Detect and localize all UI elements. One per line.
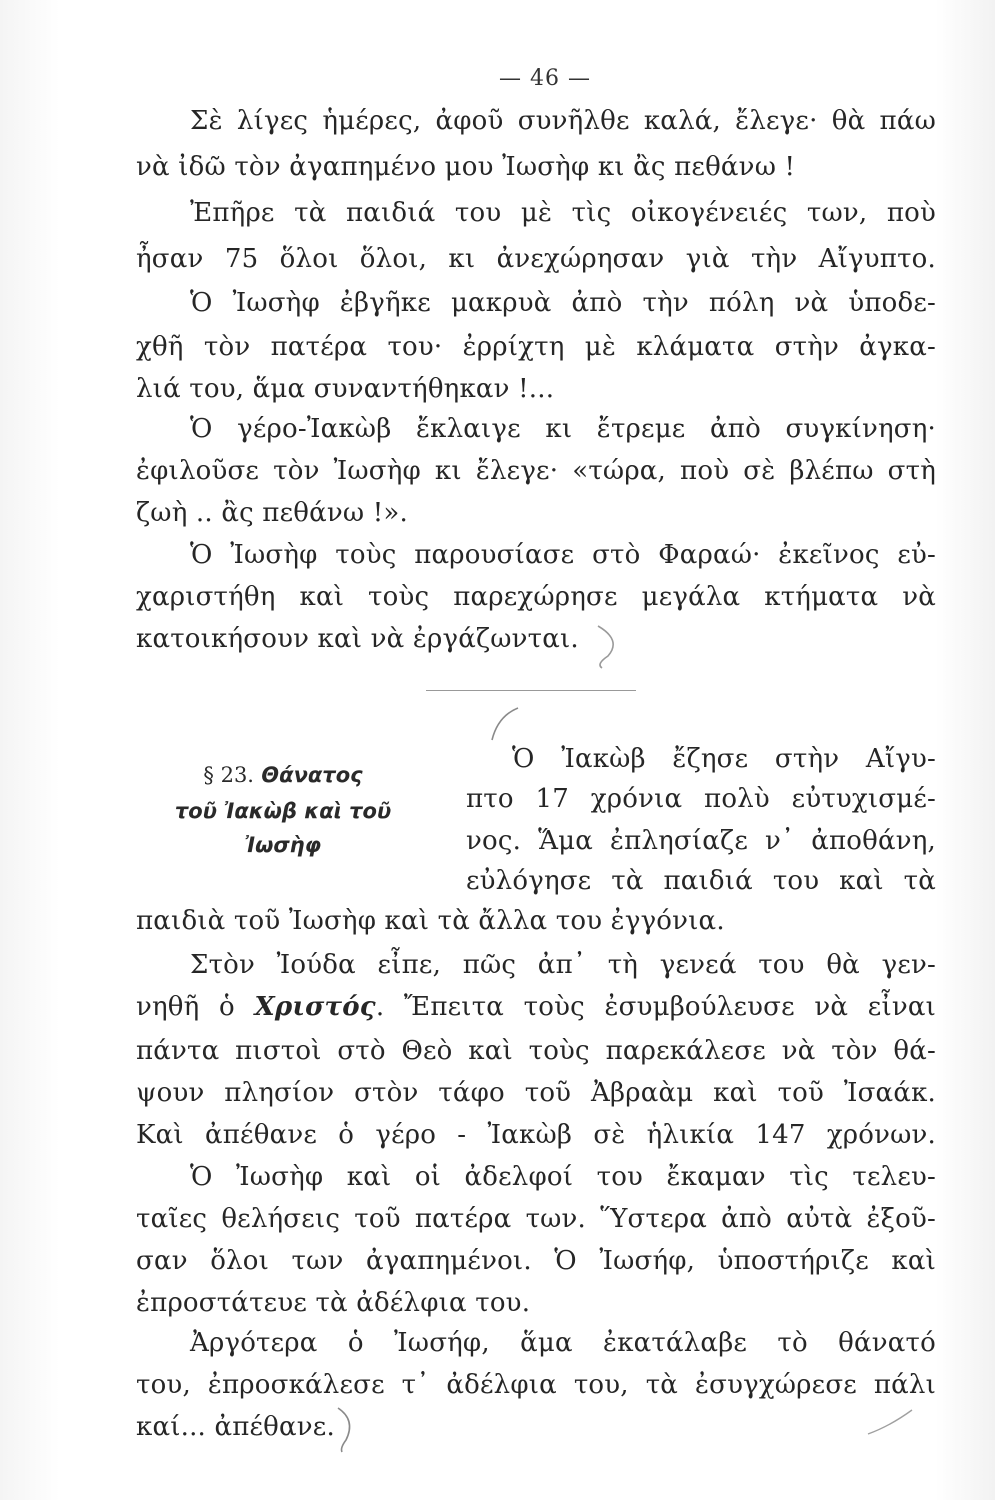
text-line: σαν ὅλοι των ἀγαπημένοι. Ὁ Ἰωσήφ, ὑποστήριζε καὶ	[136, 1246, 936, 1276]
text-line: εὐλόγησε τὰ παιδιά του καὶ τὰ	[466, 866, 936, 896]
text-line: Σὲ λίγες ἡμέρες, ἀφοῦ συνῆλθε καλά, ἔλεγε· θὰ πάω	[190, 106, 936, 136]
text-line: νος. Ἅμα ἐπλησίαζε ν᾽ ἀποθάνη,	[466, 826, 936, 856]
section-number: § 23.	[203, 763, 254, 787]
text-line: λιά του, ἅμα συναντήθηκαν !...	[136, 374, 555, 404]
text-line: ἦσαν 75 ὅλοι ὅλοι, κι ἀνεχώρησαν γιὰ τὴν Αἴγυπτο.	[136, 244, 936, 274]
section-divider	[426, 690, 636, 691]
christ-line-after: . Ἔπειτα τοὺς ἐσυμβούλευσε νὰ εἶναι	[375, 992, 936, 1022]
christ-name: Χριστός	[254, 992, 376, 1022]
text-line: ψουν πλησίον στὸν τάφο τοῦ Ἀβραὰμ καὶ τοῦ Ἰσαάκ.	[136, 1078, 936, 1108]
text-line: ἐπροστάτευε τὰ ἀδέλφια του.	[136, 1288, 531, 1318]
text-line: νὰ ἰδῶ τὸν ἀγαπημένο μου Ἰωσὴφ κι ἂς πεθάνω !	[136, 152, 796, 182]
section-title-line-3: Ἰωσὴφ	[244, 833, 322, 857]
text-line-christ	[136, 990, 936, 1024]
text-line: Ὁ Ἰωσὴφ καὶ οἱ ἀδελφοί του ἔκαμαν τὶς τελευ-	[190, 1162, 936, 1192]
text-line: Καὶ ἀπέθανε ὁ γέρο - Ἰακὼβ σὲ ἡλικία 147 χρόνων.	[136, 1120, 936, 1150]
text-line: κατοικήσουν καὶ νὰ ἐργάζωνται.	[136, 624, 579, 654]
text-line: Ὁ γέρο-Ἰακὼβ ἔκλαιγε κι ἔτρεμε ἀπὸ συγκίνηση·	[190, 414, 936, 444]
text-line: πάντα πιστοὶ στὸ Θεὸ καὶ τοὺς παρεκάλεσε νὰ τὸν θά-	[136, 1036, 936, 1066]
text-line: Ἐπῆρε τὰ παιδιά του μὲ τὶς οἰκογένειές των, ποὺ	[190, 198, 936, 228]
text-line: χαριστήθη καὶ τοὺς παρεχώρησε μεγάλα κτήματα νὰ	[136, 582, 936, 612]
text-line: χθῆ τὸν πατέρα του· ἐρρίχτη μὲ κλάματα στὴν ἀγκα-	[136, 332, 936, 362]
text-line: ἐφιλοῦσε τὸν Ἰωσὴφ κι ἔλεγε· «τώρα, ποὺ σὲ βλέπω στὴ	[136, 456, 936, 486]
text-line: καί... ἀπέθανε.	[136, 1412, 335, 1442]
text-line: Ἀργότερα ὁ Ἰωσήφ, ἅμα ἐκατάλαβε τὸ θάνατό	[190, 1328, 936, 1358]
text-line: Στὸν Ἰούδα εἶπε, πῶς ἀπ᾽ τὴ γενεά του θὰ γεν-	[190, 950, 936, 980]
text-line: ζωὴ .. ἂς πεθάνω !».	[136, 498, 408, 528]
text-line: Ὁ Ἰωσὴφ ἐβγῆκε μακρυὰ ἀπὸ τὴν πόλη νὰ ὑποδε-	[190, 288, 936, 318]
section-title-line-1: Θάνατος	[261, 763, 363, 787]
text-line: Ὁ Ἰακὼβ ἔζησε στὴν Αἴγυ-	[512, 744, 936, 774]
section-title-line-2: τοῦ Ἰακὼβ καὶ τοῦ	[174, 799, 392, 823]
page-number: — 46 —	[499, 66, 591, 91]
text-line: του, ἐπροσκάλεσε τ᾽ ἀδέλφια του, τὰ ἐσυγχώρεσε πάλι	[136, 1370, 936, 1400]
section-heading	[133, 760, 433, 790]
text-line: ταῖες θελήσεις τοῦ πατέρα των. Ὕστερα ἀπὸ αὐτὰ ἐξοῦ-	[136, 1204, 936, 1234]
text-line: Ὁ Ἰωσὴφ τοὺς παρουσίασε στὸ Φαραώ· ἐκεῖνος εὐ-	[190, 540, 936, 570]
text-line: πτο 17 χρόνια πολὺ εὐτυχισμέ-	[466, 784, 936, 814]
christ-line-before: νηθῆ ὁ	[136, 992, 255, 1022]
text-line: παιδιὰ τοῦ Ἰωσὴφ καὶ τὰ ἄλλα του ἐγγόνια.	[136, 906, 725, 936]
